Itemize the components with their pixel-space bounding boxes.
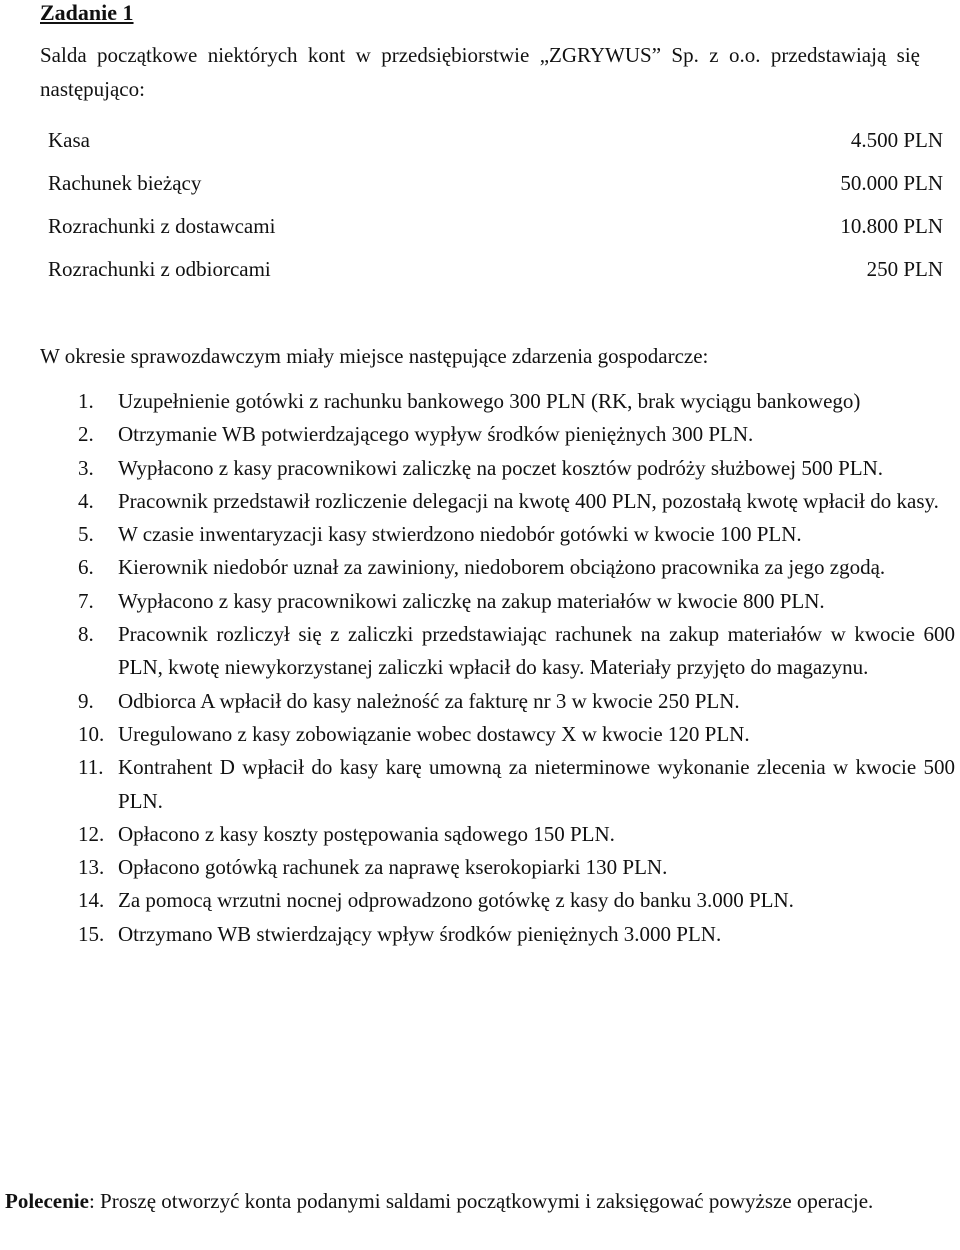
list-item	[78, 884, 955, 917]
event-text: W czasie inwentaryzacji kasy stwierdzono niedobór gotówki w kwocie 100 PLN.	[118, 522, 802, 547]
list-item	[78, 385, 955, 418]
task-title: Zadanie 1	[40, 0, 134, 25]
balance-row	[48, 251, 943, 294]
list-item	[78, 485, 955, 518]
event-text: Wypłacono z kasy pracownikowi zaliczkę na poczet kosztów podróży służbowej 500 PLN.	[118, 455, 884, 480]
event-text: Otrzymano WB stwierdzający wpływ środków pieniężnych 3.000 PLN.	[118, 921, 722, 946]
event-text: Otrzymanie WB potwierdzającego wypływ środków pieniężnych 300 PLN.	[118, 422, 754, 447]
event-number: 5.	[78, 522, 94, 547]
event-text: Wypłacono z kasy pracownikowi zaliczkę na zakup materiałów w kwocie 800 PLN.	[118, 588, 825, 613]
event-number: 8.	[78, 622, 94, 647]
balance-row	[48, 165, 943, 208]
event-number: 6.	[78, 555, 94, 580]
balance-account-name: Rozrachunki z odbiorcami	[48, 257, 271, 281]
opening-balances-table	[48, 122, 943, 294]
intro-paragraph: Salda początkowe niektórych kont w przedsiębiorstwie „ZGRYWUS” Sp. z o.o. przedstawiają się następująco:	[40, 43, 920, 101]
command-paragraph	[5, 1185, 957, 1218]
event-number: 13.	[78, 855, 105, 880]
event-number: 2.	[78, 422, 94, 447]
events-list	[78, 385, 955, 951]
events-intro: W okresie sprawozdawczym miały miejsce następujące zdarzenia gospodarcze:	[40, 344, 709, 368]
balance-row	[48, 122, 943, 165]
event-number: 15.	[78, 921, 105, 946]
list-item	[78, 551, 955, 584]
balance-account-name: Rozrachunki z dostawcami	[48, 214, 276, 238]
list-item	[78, 851, 955, 884]
event-text: Pracownik przedstawił rozliczenie delegacji na kwotę 400 PLN, pozostałą kwotę wpłacił do kasy.	[118, 488, 939, 513]
event-number: 12.	[78, 821, 105, 846]
event-number: 10.	[78, 721, 105, 746]
balance-amount: 250 PLN	[866, 257, 943, 281]
event-text: Kierownik niedobór uznał za zawiniony, niedoborem obciążono pracownika za jego zgodą.	[118, 555, 886, 580]
list-item	[78, 418, 955, 451]
event-text: Za pomocą wrzutni nocnej odprowadzono gotówkę z kasy do banku 3.000 PLN.	[118, 888, 794, 913]
balance-amount: 4.500 PLN	[850, 128, 943, 152]
balance-account-name: Kasa	[48, 128, 90, 152]
list-item	[78, 718, 955, 751]
balance-amount: 10.800 PLN	[840, 214, 943, 238]
balance-row	[48, 208, 943, 251]
list-item	[78, 818, 955, 851]
event-number: 1.	[78, 389, 94, 413]
event-text: Opłacono z kasy koszty postępowania sądowego 150 PLN.	[118, 821, 615, 846]
list-item	[78, 751, 955, 818]
list-item	[78, 685, 955, 718]
command-label: Polecenie	[5, 1189, 89, 1213]
event-text: Pracownik rozliczył się z zaliczki przedstawiając rachunek na zakup materiałów w kwocie 600 PLN, kwotę niewykorzystanej zaliczki wpłacił do kasy. Materiały przyjęto do magazynu.	[118, 622, 955, 680]
event-number: 9.	[78, 688, 94, 713]
event-number: 11.	[78, 755, 104, 780]
balance-amount: 50.000 PLN	[840, 171, 943, 195]
event-text: Uregulowano z kasy zobowiązanie wobec dostawcy X w kwocie 120 PLN.	[118, 721, 750, 746]
event-number: 14.	[78, 888, 105, 913]
event-text: Uzupełnienie gotówki z rachunku bankowego 300 PLN (RK, brak wyciągu bankowego)	[118, 389, 861, 413]
event-number: 3.	[78, 455, 94, 480]
balance-account-name: Rachunek bieżący	[48, 171, 202, 195]
list-item	[78, 452, 955, 485]
event-text: Kontrahent D wpłacił do kasy karę umowną za nieterminowe wykonanie zlecenia w kwocie 500 PLN.	[118, 755, 955, 813]
command-text: : Proszę otworzyć konta podanymi saldami początkowymi i zaksięgować powyższe operacje.	[88, 1189, 874, 1213]
event-text: Odbiorca A wpłacił do kasy należność za fakturę nr 3 w kwocie 250 PLN.	[118, 688, 740, 713]
event-number: 4.	[78, 488, 94, 513]
list-item	[78, 918, 955, 951]
event-text: Opłacono gotówką rachunek za naprawę kserokopiarki 130 PLN.	[118, 855, 668, 880]
list-item	[78, 618, 955, 685]
list-item	[78, 585, 955, 618]
event-number: 7.	[78, 588, 94, 613]
list-item	[78, 518, 955, 551]
